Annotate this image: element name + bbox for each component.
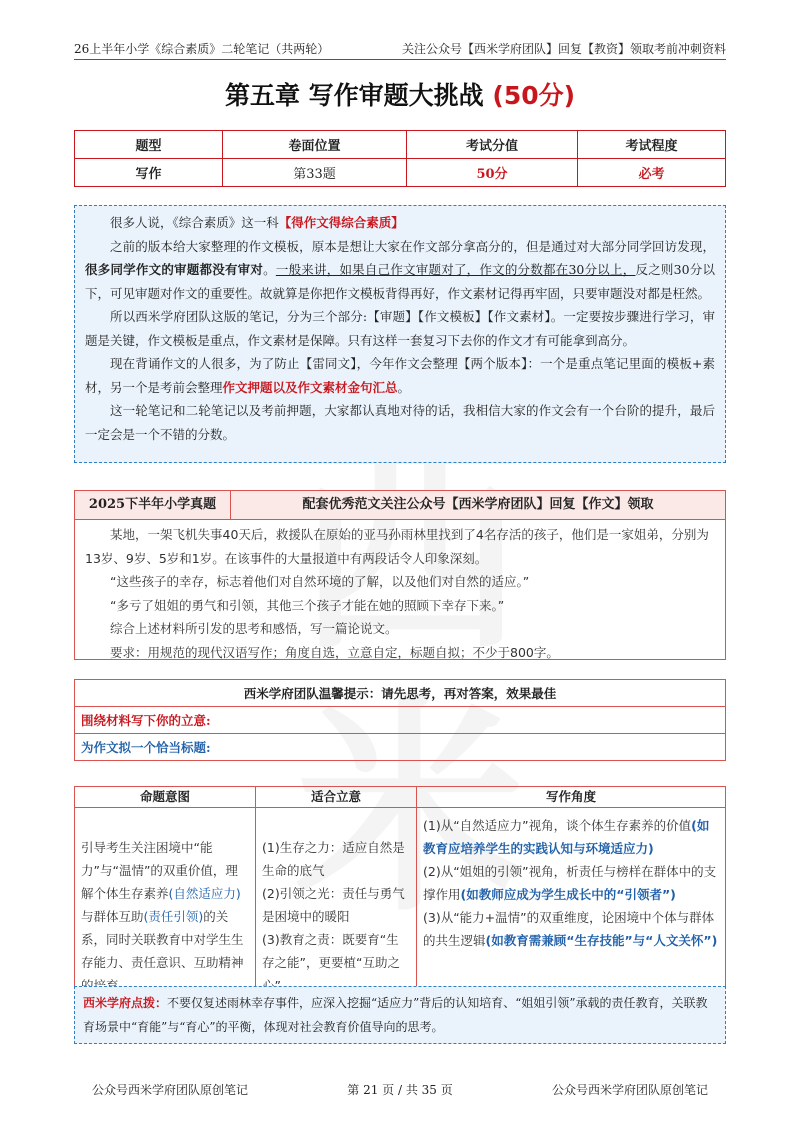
cell-position: 第33题 — [223, 159, 407, 187]
analysis-table — [74, 786, 726, 1004]
theme-item: (1)生存之力：适应自然是生命的底气 — [262, 840, 405, 878]
intent-cell: 引导考生关注困境中“能力”与“温情”的双重价值，理解个体生存素养(自然适应力)与群体互助(责任引领)的关系，同时关联教育中对学生生存能力、责任意识、互助精神 — [75, 808, 256, 1004]
header-left-text: 26上半年小学《综合素质》二轮笔记（共两轮） — [74, 42, 330, 56]
tips-title: 西米学府团队温馨提示：请先思考，再对答案，效果最佳 — [75, 680, 726, 707]
exam-paragraph: “这些孩子的幸存，标志着他们对自然环境的了解，以及他们对自然的适应。” — [110, 574, 530, 589]
header-question-type: 题型 — [75, 131, 223, 159]
theme-cell — [256, 808, 417, 1004]
comment-box — [74, 986, 726, 1044]
comment-label: 西米学府点拨： — [83, 996, 168, 1010]
exam-paragraph: “多亏了姐姐的勇气和引领，其他三个孩子才能在她的照顾下幸存下来。” — [110, 597, 505, 613]
cell-question-type: 写作 — [75, 159, 223, 187]
exam-paragraph: 要求：用规范的现代汉语写作；角度自选，立意自定，标题自拟；不少于800字。 — [110, 644, 559, 660]
footer-left: 公众号西米学府团队原创笔记 — [92, 1083, 249, 1097]
exam-question-body — [75, 520, 725, 667]
footer-right: 公众号西米学府团队原创笔记 — [551, 1083, 708, 1097]
footer-page-number: 第 21 页 / 共 35 页 — [347, 1083, 453, 1097]
header-position: 卷面位置 — [223, 131, 407, 159]
exam-paragraph: 综合上述材料所引发的思考和感悟，写一篇论说文。 — [110, 621, 398, 636]
exam-question-header — [75, 491, 725, 520]
chapter-title: 第五章 写作审题大挑战 — [224, 81, 484, 110]
exam-notice: 配套优秀范文关注公众号【西米学府团队】回复【作文】领取 — [302, 497, 654, 512]
header-right-text: 关注公众号【西米学府团队】回复【教资】领取考前冲刺资料 — [401, 42, 726, 56]
tips-title-prompt[interactable]: 为作文拟一个恰当标题: — [75, 734, 726, 761]
header-angle: 写作角度 — [417, 787, 726, 808]
exam-question-box — [74, 490, 726, 660]
header-theme: 适合立意 — [256, 787, 417, 808]
angle-item: (3)从“能力+温情”的双重维度，论困境中个体与群体的共生逻辑(如教育需兼顾“生存技能”与“人文关怀”) — [423, 910, 718, 948]
intro-paragraph: 这一轮笔记和二轮笔记以及考前押题，大家都认真地对待的话，我相信大家的作文会有一个台阶的提升，最后一定会是一个不错的分数。 — [85, 403, 715, 442]
angle-item: (1)从“自然适应力”视角，谈个体生存素养的价值(如教育应培养学生的实践认知与环境适应力) — [423, 818, 710, 856]
cell-score: 50分 — [407, 159, 578, 187]
cell-level: 必考 — [578, 159, 726, 187]
angle-item: (2)从“姐姐的引领”视角，析责任与榜样在群体中的支撑作用(如教师应成为学生成长中的“引领者”) — [423, 864, 717, 902]
comment-text: 不要仅复述雨林幸存事件，应深入挖掘“适应力”背后的认知培育、“姐姐引领”承载的责任教育，关联教育场景中“育能”与“育心”的平衡，体现对社会教育价值导向的思考。 — [83, 996, 708, 1034]
exam-paragraph: 某地，一架飞机失事40天后，救援队在原始的亚马孙雨林里找到了4名存活的孩子，他们是一家姐弟，分别为13岁、9岁、5岁和1岁。在该事件的大量报道中有两段话令人印象深刻。 — [85, 527, 709, 566]
header-level: 考试程度 — [578, 131, 726, 159]
chapter-score: (50分) — [492, 81, 576, 110]
theme-item: (2)引领之光：责任与勇气是困境中的暖阳 — [262, 886, 405, 924]
intro-paragraph: 现在背诵作文的人很多，为了防止【雷同文】，今年作文会整理【两个版本】：一个是重点笔记里面的模板+素材，另一个是考前会整理作文押题以及作文素材金句汇总。 — [85, 356, 715, 395]
angle-cell — [417, 808, 726, 1004]
header-score: 考试分值 — [407, 131, 578, 159]
exam-info-table — [74, 130, 726, 187]
theme-item: (3)教育之责：既要育“生存之能”，更要植“互助之 — [262, 932, 400, 970]
page-header — [74, 37, 726, 60]
intro-paragraph: 所以西米学府团队这版的笔记，分为三个部分:【审题】【作文模板】【作文素材】。一定要按步骤进行学习，审题是关键，作文模板是重点，作文素材是保障。只有这样一套复习下去你的作文才有可能拿到高分。 — [85, 309, 715, 348]
intro-paragraph: 很多人说，《综合素质》这一科【得作文得综合素质】 — [110, 215, 404, 230]
page-title — [0, 76, 800, 112]
tips-table — [74, 679, 726, 761]
intro-box — [74, 205, 726, 463]
intro-paragraph: 之前的版本给大家整理的作文模板，原本是想让大家在作文部分拿高分的，但是通过对大部分同学回访发现，很多同学作文的审题都没有审对。一般来讲，如果自己作文审题对了，作文的分数都在30分以上，反之则30分以下，可见审题对作文的重要性。故就算是你把作文模板背得再好，作文素材记得再牢固，只要审题没对都是枉然。 — [85, 238, 715, 301]
exam-label: 2025下半年小学真题 — [75, 491, 231, 519]
header-intent: 命题意图 — [75, 787, 256, 808]
tips-theme-prompt[interactable]: 围绕材料写下你的立意: — [75, 707, 726, 734]
